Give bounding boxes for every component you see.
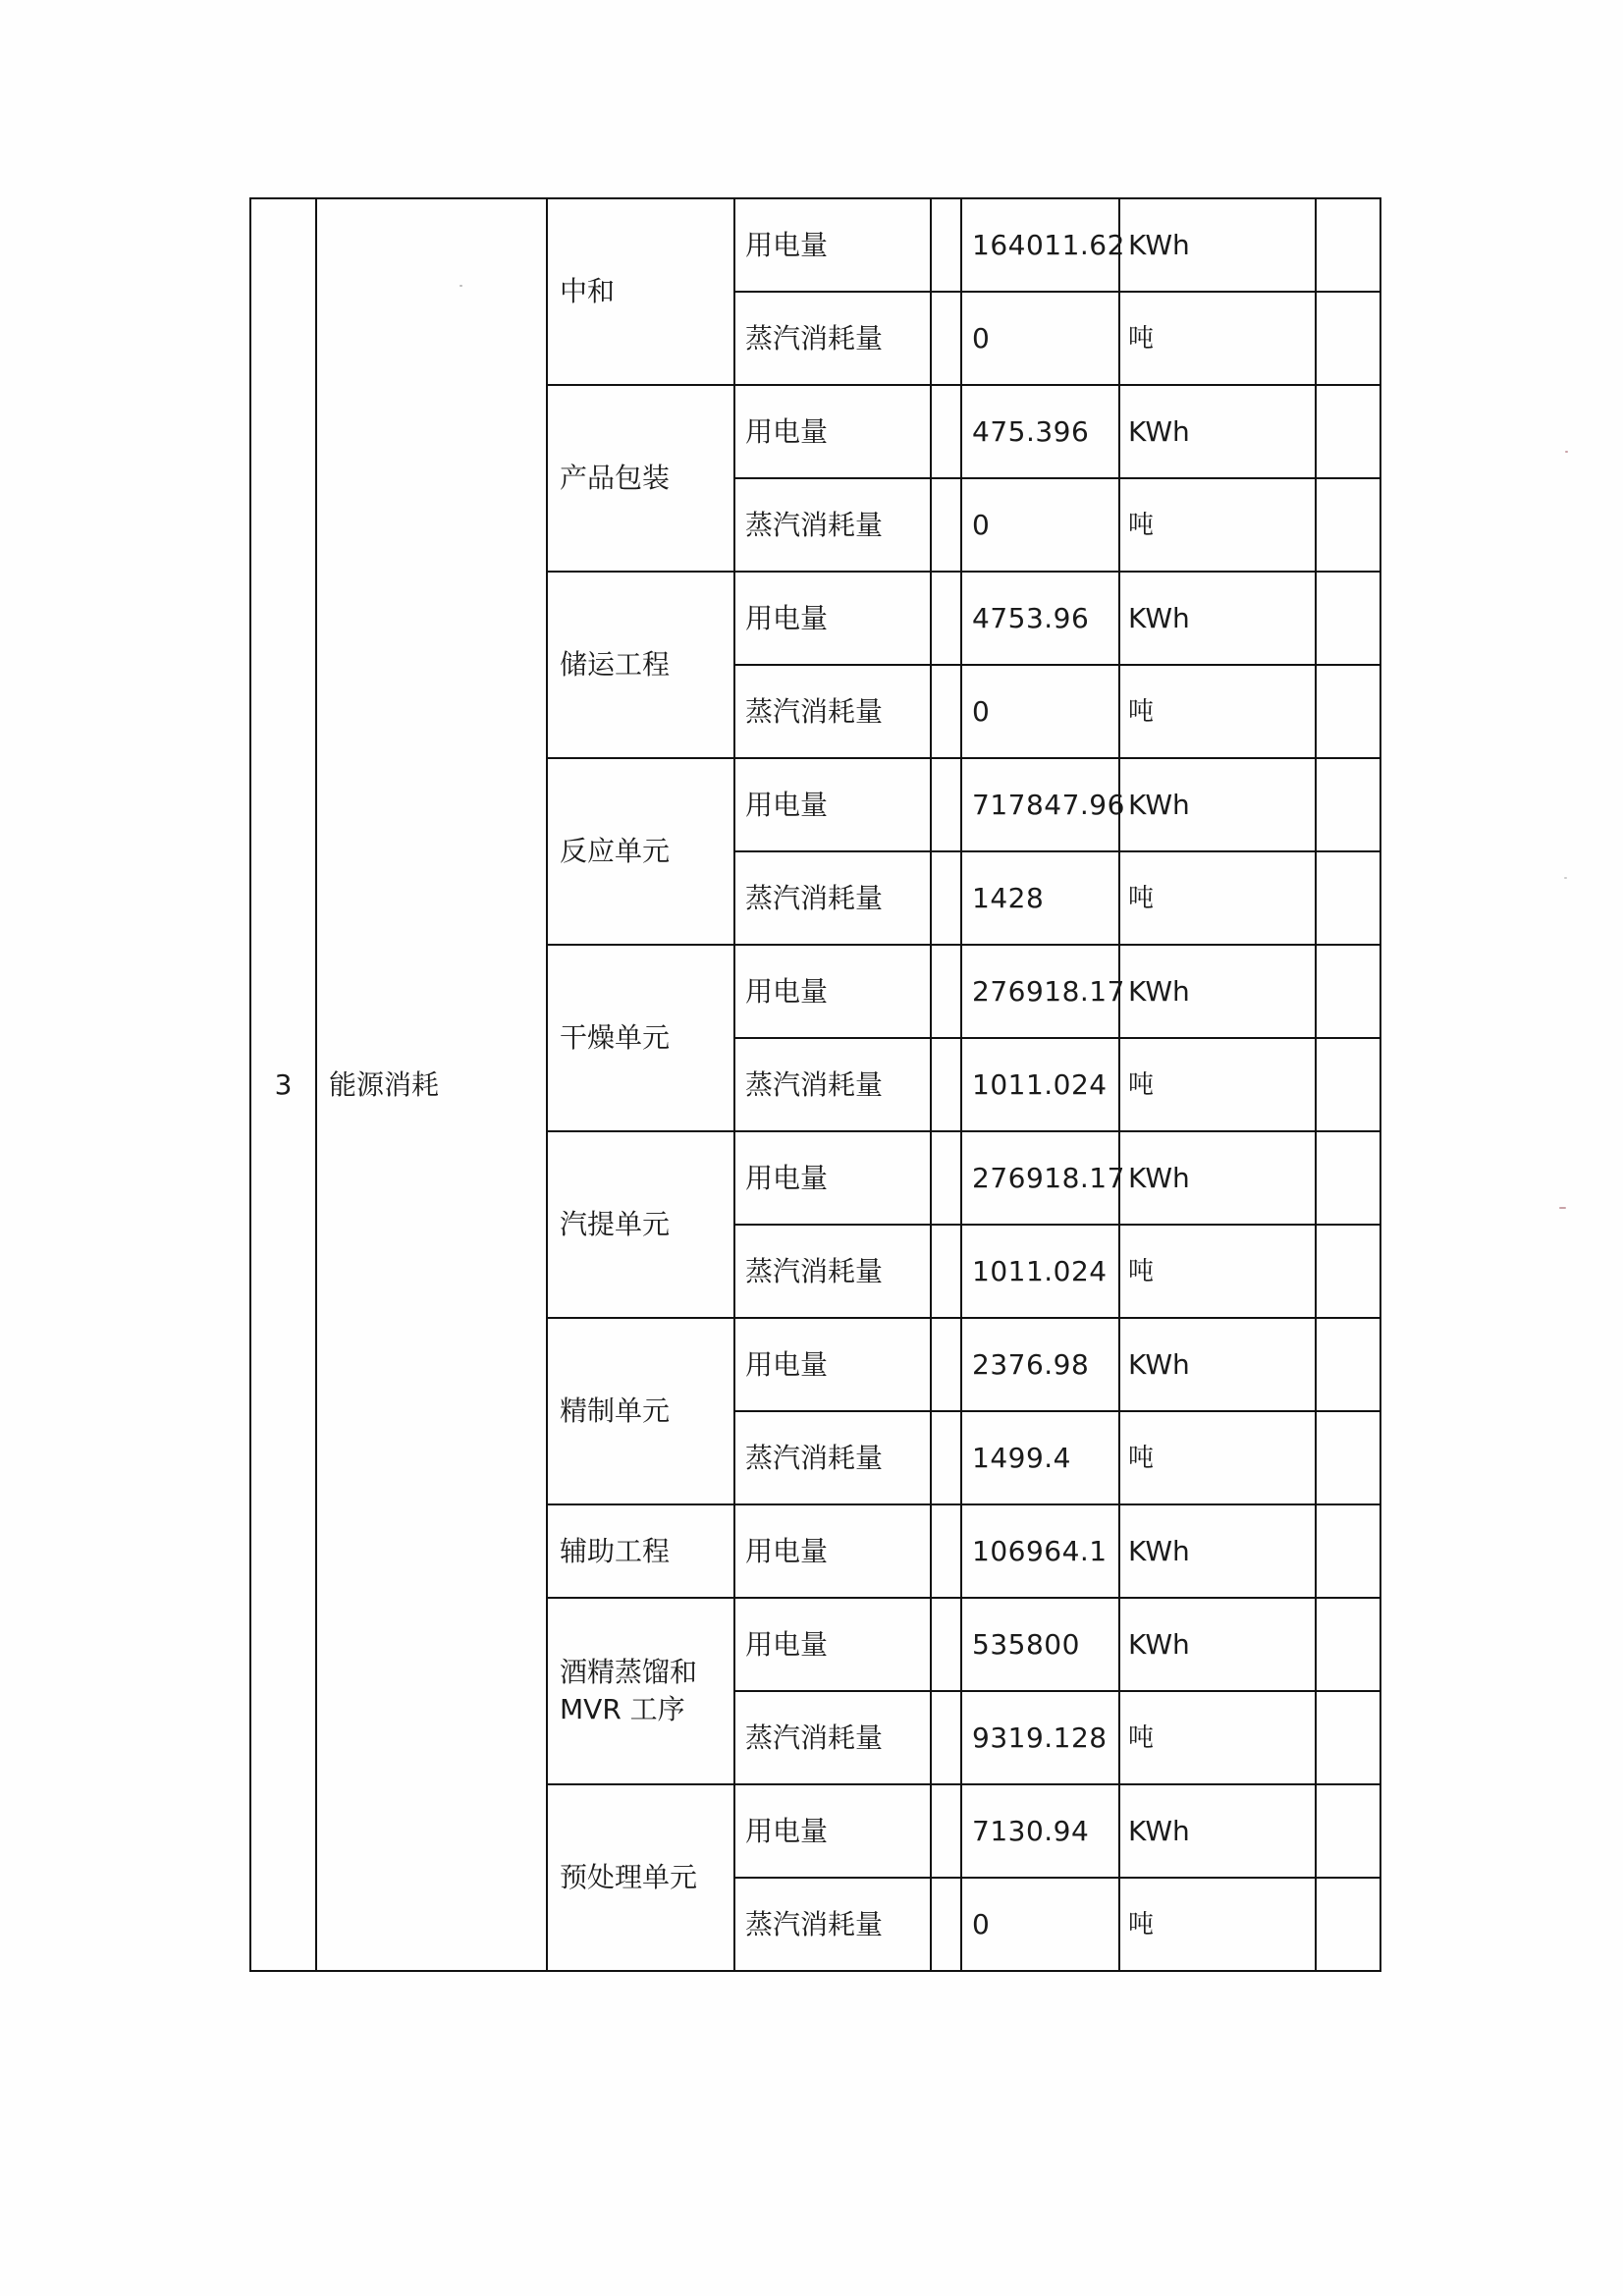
process-unit-name: 辅助工程 [547, 1504, 734, 1598]
unit-of-measure: 吨 [1119, 1225, 1316, 1318]
unit-of-measure: KWh [1119, 1504, 1316, 1598]
process-unit-name: 精制单元 [547, 1318, 734, 1504]
consumption-value: 106964.1 [961, 1504, 1119, 1598]
remarks-cell [1316, 945, 1380, 1038]
remarks-cell [1316, 758, 1380, 851]
remarks-cell [1316, 572, 1380, 665]
unit-of-measure: KWh [1119, 1318, 1316, 1411]
unit-of-measure: 吨 [1119, 292, 1316, 385]
blank-cell [931, 665, 961, 758]
blank-cell [931, 1504, 961, 1598]
unit-of-measure: KWh [1119, 198, 1316, 292]
blank-cell [931, 478, 961, 572]
consumption-item: 蒸汽消耗量 [734, 1225, 931, 1318]
process-unit-name: 反应单元 [547, 758, 734, 945]
unit-of-measure: 吨 [1119, 665, 1316, 758]
unit-of-measure: 吨 [1119, 1038, 1316, 1131]
consumption-value: 0 [961, 665, 1119, 758]
blank-cell [931, 1691, 961, 1784]
process-unit-name-line: 酒精蒸馏和 [560, 1656, 698, 1688]
consumption-value: 475.396 [961, 385, 1119, 478]
consumption-item: 用电量 [734, 945, 931, 1038]
consumption-item: 蒸汽消耗量 [734, 1411, 931, 1504]
unit-of-measure: 吨 [1119, 1878, 1316, 1971]
remarks-cell [1316, 292, 1380, 385]
section-name: 能源消耗 [316, 198, 547, 1971]
consumption-item: 用电量 [734, 1504, 931, 1598]
consumption-value: 1428 [961, 851, 1119, 945]
consumption-item: 用电量 [734, 572, 931, 665]
remarks-cell [1316, 665, 1380, 758]
remarks-cell [1316, 1784, 1380, 1878]
consumption-value: 0 [961, 292, 1119, 385]
blank-cell [931, 1411, 961, 1504]
consumption-value: 535800 [961, 1598, 1119, 1691]
consumption-item: 蒸汽消耗量 [734, 1038, 931, 1131]
scan-speck [1565, 451, 1568, 453]
scan-speck [1564, 877, 1567, 879]
table-row [250, 198, 1380, 292]
blank-cell [931, 1318, 961, 1411]
unit-of-measure: KWh [1119, 758, 1316, 851]
consumption-item: 蒸汽消耗量 [734, 478, 931, 572]
consumption-value: 164011.62 [961, 198, 1119, 292]
consumption-item: 用电量 [734, 1784, 931, 1878]
process-unit-name: 储运工程 [547, 572, 734, 758]
blank-cell [931, 1598, 961, 1691]
process-unit-name: 产品包装 [547, 385, 734, 572]
process-unit-name: 预处理单元 [547, 1784, 734, 1971]
remarks-cell [1316, 1038, 1380, 1131]
unit-of-measure: 吨 [1119, 1691, 1316, 1784]
consumption-item: 蒸汽消耗量 [734, 851, 931, 945]
remarks-cell [1316, 478, 1380, 572]
consumption-item: 蒸汽消耗量 [734, 292, 931, 385]
process-unit-name: 干燥单元 [547, 945, 734, 1131]
process-unit-name-line: MVR 工序 [560, 1693, 685, 1725]
remarks-cell [1316, 1411, 1380, 1504]
consumption-item: 蒸汽消耗量 [734, 1691, 931, 1784]
blank-cell [931, 385, 961, 478]
blank-cell [931, 1225, 961, 1318]
process-unit-name [547, 1598, 734, 1784]
energy-consumption-table [249, 197, 1381, 1972]
consumption-item: 用电量 [734, 1131, 931, 1225]
blank-cell [931, 945, 961, 1038]
process-unit-name: 中和 [547, 198, 734, 385]
consumption-value: 0 [961, 478, 1119, 572]
consumption-value: 1499.4 [961, 1411, 1119, 1504]
unit-of-measure: KWh [1119, 1131, 1316, 1225]
remarks-cell [1316, 1504, 1380, 1598]
process-unit-name: 汽提单元 [547, 1131, 734, 1318]
consumption-value: 0 [961, 1878, 1119, 1971]
consumption-value: 1011.024 [961, 1225, 1119, 1318]
scan-speck [460, 285, 462, 287]
consumption-value: 2376.98 [961, 1318, 1119, 1411]
consumption-item: 蒸汽消耗量 [734, 1878, 931, 1971]
consumption-item: 用电量 [734, 1318, 931, 1411]
blank-cell [931, 572, 961, 665]
table-body [250, 198, 1380, 1971]
remarks-cell [1316, 1691, 1380, 1784]
unit-of-measure: KWh [1119, 572, 1316, 665]
unit-of-measure: KWh [1119, 1784, 1316, 1878]
remarks-cell [1316, 1225, 1380, 1318]
consumption-value: 276918.17 [961, 1131, 1119, 1225]
consumption-value: 1011.024 [961, 1038, 1119, 1131]
unit-of-measure: 吨 [1119, 1411, 1316, 1504]
blank-cell [931, 198, 961, 292]
unit-of-measure: 吨 [1119, 851, 1316, 945]
remarks-cell [1316, 1318, 1380, 1411]
blank-cell [931, 1131, 961, 1225]
blank-cell [931, 1038, 961, 1131]
remarks-cell [1316, 1598, 1380, 1691]
unit-of-measure: KWh [1119, 945, 1316, 1038]
consumption-value: 276918.17 [961, 945, 1119, 1038]
remarks-cell [1316, 198, 1380, 292]
remarks-cell [1316, 851, 1380, 945]
blank-cell [931, 851, 961, 945]
consumption-value: 4753.96 [961, 572, 1119, 665]
consumption-value: 717847.96 [961, 758, 1119, 851]
section-number: 3 [250, 198, 316, 1971]
blank-cell [931, 292, 961, 385]
consumption-item: 用电量 [734, 758, 931, 851]
unit-of-measure: 吨 [1119, 478, 1316, 572]
remarks-cell [1316, 1131, 1380, 1225]
remarks-cell [1316, 385, 1380, 478]
blank-cell [931, 1784, 961, 1878]
blank-cell [931, 1878, 961, 1971]
remarks-cell [1316, 1878, 1380, 1971]
unit-of-measure: KWh [1119, 385, 1316, 478]
consumption-item: 用电量 [734, 385, 931, 478]
scan-speck [1559, 1207, 1566, 1209]
consumption-value: 9319.128 [961, 1691, 1119, 1784]
unit-of-measure: KWh [1119, 1598, 1316, 1691]
blank-cell [931, 758, 961, 851]
consumption-item: 蒸汽消耗量 [734, 665, 931, 758]
consumption-item: 用电量 [734, 1598, 931, 1691]
consumption-value: 7130.94 [961, 1784, 1119, 1878]
consumption-item: 用电量 [734, 198, 931, 292]
